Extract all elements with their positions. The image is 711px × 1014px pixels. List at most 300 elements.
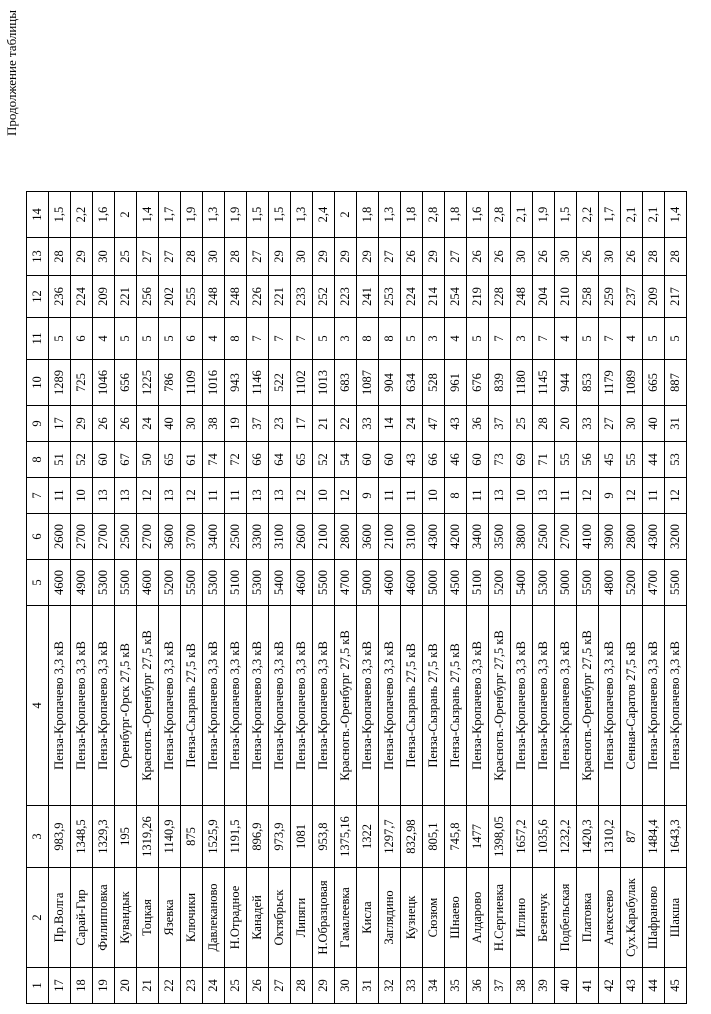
- table-cell: 255: [181, 276, 203, 318]
- table-cell: 1087: [357, 360, 379, 406]
- table-cell: 3800: [511, 514, 533, 560]
- table-cell: 1310,2: [599, 806, 621, 868]
- table-cell: Н.Образцовая: [313, 868, 335, 968]
- table-cell: 14: [379, 406, 401, 442]
- table-cell: Пр.Волга: [49, 868, 71, 968]
- table-cell: Пенза-Кропачево 3,3 кВ: [467, 606, 489, 806]
- table-cell: 1145: [533, 360, 555, 406]
- table-cell: 5: [467, 318, 489, 360]
- table-cell: 973,9: [269, 806, 291, 868]
- table-cell: Кузнецк: [401, 868, 423, 968]
- table-cell: 253: [379, 276, 401, 318]
- table-row: [71, 192, 93, 1004]
- table-cell: 2,8: [489, 192, 511, 238]
- table-cell: 11: [555, 478, 577, 514]
- table-cell: 1420,3: [577, 806, 599, 868]
- table-cell: 5: [159, 318, 181, 360]
- table-cell: 19: [225, 406, 247, 442]
- table-cell: 221: [269, 276, 291, 318]
- table-cell: 29: [71, 406, 93, 442]
- table-cell: 30: [291, 238, 313, 276]
- header-cell: 5: [27, 560, 49, 606]
- table-cell: 1179: [599, 360, 621, 406]
- table-cell: 258: [577, 276, 599, 318]
- table-cell: 20: [555, 406, 577, 442]
- table-row: [643, 192, 665, 1004]
- table-cell: 5500: [577, 560, 599, 606]
- table-cell: 1102: [291, 360, 313, 406]
- table-cell: 4: [555, 318, 577, 360]
- table-cell: 4700: [335, 560, 357, 606]
- table-cell: 214: [423, 276, 445, 318]
- table-row: [511, 192, 533, 1004]
- table-cell: 5000: [423, 560, 445, 606]
- table-cell: 24: [401, 406, 423, 442]
- table-cell: 30: [203, 238, 225, 276]
- table-cell: 1,5: [247, 192, 269, 238]
- table-cell: 1348,5: [71, 806, 93, 868]
- table-cell: 1146: [247, 360, 269, 406]
- table-cell: 26: [621, 238, 643, 276]
- table-cell: Пенза-Кропачево 3,3 кВ: [379, 606, 401, 806]
- table-cell: 1,9: [181, 192, 203, 238]
- table-cell: 5200: [159, 560, 181, 606]
- table-cell: 7: [489, 318, 511, 360]
- table-cell: 1,8: [401, 192, 423, 238]
- table-cell: 1,7: [159, 192, 181, 238]
- table-cell: Подбельская: [555, 868, 577, 968]
- table-cell: 1180: [511, 360, 533, 406]
- table-cell: 2,1: [621, 192, 643, 238]
- table-cell: 223: [335, 276, 357, 318]
- table-cell: 1,5: [269, 192, 291, 238]
- table-cell: 12: [137, 478, 159, 514]
- table-cell: 2700: [71, 514, 93, 560]
- table-row: [577, 192, 599, 1004]
- table-cell: 8: [445, 478, 467, 514]
- table-cell: 40: [643, 406, 665, 442]
- table-row: [467, 192, 489, 1004]
- table-cell: 195: [115, 806, 137, 868]
- table-cell: Сюзюм: [423, 868, 445, 968]
- table-cell: 5000: [555, 560, 577, 606]
- table-row: [93, 192, 115, 1004]
- table-cell: 2,1: [511, 192, 533, 238]
- table-cell: Ключики: [181, 868, 203, 968]
- table-cell: 54: [335, 442, 357, 478]
- table-cell: 25: [225, 968, 247, 1004]
- table-cell: 23: [181, 968, 203, 1004]
- table-cell: 1,3: [203, 192, 225, 238]
- table-cell: 25: [511, 406, 533, 442]
- table-cell: 30: [555, 238, 577, 276]
- table-cell: 31: [357, 968, 379, 1004]
- table-cell: 1,4: [137, 192, 159, 238]
- table-cell: 1,8: [357, 192, 379, 238]
- header-cell: 2: [27, 868, 49, 968]
- table-cell: 7: [533, 318, 555, 360]
- table-cell: 38: [203, 406, 225, 442]
- table-cell: 5100: [225, 560, 247, 606]
- table-cell: 236: [49, 276, 71, 318]
- table-cell: 30: [181, 406, 203, 442]
- table-cell: 29: [313, 968, 335, 1004]
- table-cell: 29: [423, 238, 445, 276]
- table-cell: 5: [137, 318, 159, 360]
- table-cell: 2,4: [313, 192, 335, 238]
- table-cell: 21: [137, 968, 159, 1004]
- table-body: [27, 192, 687, 1004]
- table-cell: 3600: [159, 514, 181, 560]
- table-cell: 73: [489, 442, 511, 478]
- table-cell: Канадей: [247, 868, 269, 968]
- table-cell: 896,9: [247, 806, 269, 868]
- table-cell: 30: [93, 238, 115, 276]
- header-cell: 7: [27, 478, 49, 514]
- table-cell: 209: [643, 276, 665, 318]
- table-row: [423, 192, 445, 1004]
- table-cell: 248: [511, 276, 533, 318]
- table-cell: 3100: [401, 514, 423, 560]
- table-cell: 67: [115, 442, 137, 478]
- table-cell: 944: [555, 360, 577, 406]
- table-cell: 217: [665, 276, 687, 318]
- table-cell: Пенза-Сызрань 27,5 кВ: [401, 606, 423, 806]
- table-cell: 3400: [203, 514, 225, 560]
- table-cell: 725: [71, 360, 93, 406]
- table-cell: 45: [599, 442, 621, 478]
- table-cell: Красногв.-Оренбург 27,5 кВ: [335, 606, 357, 806]
- table-cell: Шакша: [665, 868, 687, 968]
- table-cell: 41: [577, 968, 599, 1004]
- table-cell: Пенза-Кропачево 3,3 кВ: [313, 606, 335, 806]
- table-cell: 53: [665, 442, 687, 478]
- table-cell: 224: [71, 276, 93, 318]
- table-row: [203, 192, 225, 1004]
- table-cell: 26: [93, 406, 115, 442]
- table-row: [115, 192, 137, 1004]
- table-cell: 953,8: [313, 806, 335, 868]
- table-cell: 4600: [49, 560, 71, 606]
- table-cell: 33: [577, 406, 599, 442]
- table-cell: 4900: [71, 560, 93, 606]
- table-cell: 40: [555, 968, 577, 1004]
- table-cell: 3600: [357, 514, 379, 560]
- table-row: [445, 192, 467, 1004]
- table-cell: 252: [313, 276, 335, 318]
- table-cell: 26: [533, 238, 555, 276]
- table-cell: 3200: [665, 514, 687, 560]
- table-cell: 39: [533, 968, 555, 1004]
- table-cell: 26: [489, 238, 511, 276]
- table-cell: 7: [269, 318, 291, 360]
- header-cell: 14: [27, 192, 49, 238]
- table-cell: 30: [599, 238, 621, 276]
- table-cell: 29: [335, 238, 357, 276]
- table-cell: 29: [357, 238, 379, 276]
- table-cell: 853: [577, 360, 599, 406]
- table-cell: 61: [181, 442, 203, 478]
- table-cell: Пенза-Сызрань 27,5 кВ: [423, 606, 445, 806]
- table-cell: 786: [159, 360, 181, 406]
- table-cell: Пенза-Кропачево 3,3 кВ: [643, 606, 665, 806]
- table-cell: 10: [71, 478, 93, 514]
- table-cell: Сух.Карабулак: [621, 868, 643, 968]
- table-cell: Шнаево: [445, 868, 467, 968]
- table-cell: 6: [181, 318, 203, 360]
- table-cell: 34: [423, 968, 445, 1004]
- table-cell: 12: [665, 478, 687, 514]
- table-row: [599, 192, 621, 1004]
- header-cell: 6: [27, 514, 49, 560]
- table-cell: Заглядино: [379, 868, 401, 968]
- table-cell: 3: [511, 318, 533, 360]
- table-cell: 10: [423, 478, 445, 514]
- table-cell: 259: [599, 276, 621, 318]
- table-cell: 27: [445, 238, 467, 276]
- table-cell: 1,8: [445, 192, 467, 238]
- table-cell: 4300: [423, 514, 445, 560]
- table-cell: Платовка: [577, 868, 599, 968]
- table-cell: 11: [49, 478, 71, 514]
- table-cell: 33: [357, 406, 379, 442]
- table-cell: 1297,7: [379, 806, 401, 868]
- table-cell: 528: [423, 360, 445, 406]
- header-cell: 8: [27, 442, 49, 478]
- table-cell: 33: [401, 968, 423, 1004]
- table-cell: Н.Сергиевка: [489, 868, 511, 968]
- table-cell: 4: [93, 318, 115, 360]
- table-cell: 4300: [643, 514, 665, 560]
- table-cell: Тоцкая: [137, 868, 159, 968]
- table-cell: 46: [445, 442, 467, 478]
- table-cell: 4: [621, 318, 643, 360]
- table-cell: Пенза-Кропачево 3,3 кВ: [71, 606, 93, 806]
- table-cell: 26: [247, 968, 269, 1004]
- table-cell: 8: [379, 318, 401, 360]
- table-cell: 30: [335, 968, 357, 1004]
- table-cell: 5: [577, 318, 599, 360]
- table-cell: 60: [93, 442, 115, 478]
- table-cell: 5: [401, 318, 423, 360]
- header-cell: 12: [27, 276, 49, 318]
- table-cell: Октябрьск: [269, 868, 291, 968]
- table-cell: 6: [71, 318, 93, 360]
- table-cell: 219: [467, 276, 489, 318]
- table-cell: 69: [511, 442, 533, 478]
- table-cell: Оренбург-Орск 27,5 кВ: [115, 606, 137, 806]
- table-cell: Иглино: [511, 868, 533, 968]
- table-cell: 2,1: [643, 192, 665, 238]
- table-cell: Сенная-Саратов 27,5 кВ: [621, 606, 643, 806]
- table-cell: 522: [269, 360, 291, 406]
- table-row: [225, 192, 247, 1004]
- table-cell: 256: [137, 276, 159, 318]
- table-cell: 29: [269, 238, 291, 276]
- table-row: [665, 192, 687, 1004]
- table-cell: 1484,4: [643, 806, 665, 868]
- table-cell: 5: [49, 318, 71, 360]
- table-cell: 676: [467, 360, 489, 406]
- table-cell: 43: [401, 442, 423, 478]
- table-cell: Пенза-Кропачево 3,3 кВ: [269, 606, 291, 806]
- table-cell: 20: [115, 968, 137, 1004]
- table-cell: 1657,2: [511, 806, 533, 868]
- table-cell: 2500: [533, 514, 555, 560]
- table-cell: 887: [665, 360, 687, 406]
- table-cell: 5500: [181, 560, 203, 606]
- table-cell: 248: [225, 276, 247, 318]
- table-cell: 42: [599, 968, 621, 1004]
- header-cell: 1: [27, 968, 49, 1004]
- table-cell: 5500: [313, 560, 335, 606]
- table-cell: Красногв.-Оренбург 27,5 кВ: [489, 606, 511, 806]
- table-cell: 2500: [225, 514, 247, 560]
- table-cell: 5000: [357, 560, 379, 606]
- table-cell: 3900: [599, 514, 621, 560]
- table-cell: 7: [247, 318, 269, 360]
- table-row: [269, 192, 291, 1004]
- table-cell: 40: [159, 406, 181, 442]
- table-cell: 5400: [511, 560, 533, 606]
- table-cell: 210: [555, 276, 577, 318]
- table-cell: 1016: [203, 360, 225, 406]
- table-cell: 202: [159, 276, 181, 318]
- table-cell: 56: [577, 442, 599, 478]
- table-cell: Пенза-Сызрань 27,5 кВ: [181, 606, 203, 806]
- table-cell: 2: [115, 192, 137, 238]
- table-cell: 31: [665, 406, 687, 442]
- table-cell: 5500: [665, 560, 687, 606]
- table-cell: 27: [379, 238, 401, 276]
- table-cell: 2700: [137, 514, 159, 560]
- table-cell: 66: [247, 442, 269, 478]
- table-cell: Алдарово: [467, 868, 489, 968]
- table-cell: 1477: [467, 806, 489, 868]
- table-cell: 745,8: [445, 806, 467, 868]
- table-cell: 5200: [621, 560, 643, 606]
- table-cell: 47: [423, 406, 445, 442]
- data-table: [26, 191, 687, 1004]
- table-cell: 23: [269, 406, 291, 442]
- table-cell: Гамалеевка: [335, 868, 357, 968]
- table-cell: 13: [115, 478, 137, 514]
- table-cell: 1140,9: [159, 806, 181, 868]
- table-cell: 26: [467, 238, 489, 276]
- table-row: [291, 192, 313, 1004]
- header-cell: 10: [27, 360, 49, 406]
- table-cell: 28: [181, 238, 203, 276]
- table-cell: 12: [577, 478, 599, 514]
- table-cell: Пенза-Сызрань 27,5 кВ: [445, 606, 467, 806]
- table-cell: Пенза-Кропачево 3,3 кВ: [511, 606, 533, 806]
- table-cell: 2,2: [71, 192, 93, 238]
- table-cell: 11: [467, 478, 489, 514]
- table-cell: Н.Отрадное: [225, 868, 247, 968]
- table-cell: 1,4: [665, 192, 687, 238]
- table-cell: 839: [489, 360, 511, 406]
- table-cell: 87: [621, 806, 643, 868]
- table-cell: 32: [379, 968, 401, 1004]
- table-cell: 1,6: [93, 192, 115, 238]
- table-cell: Пенза-Кропачево 3,3 кВ: [247, 606, 269, 806]
- table-cell: 237: [621, 276, 643, 318]
- table-cell: 4600: [137, 560, 159, 606]
- table-cell: 11: [401, 478, 423, 514]
- table-row: [379, 192, 401, 1004]
- table-cell: 4100: [577, 514, 599, 560]
- table-cell: 904: [379, 360, 401, 406]
- table-cell: 2600: [49, 514, 71, 560]
- table-cell: 5500: [115, 560, 137, 606]
- table-cell: 66: [423, 442, 445, 478]
- table-cell: Пенза-Кропачево 3,3 кВ: [357, 606, 379, 806]
- table-cell: 2700: [555, 514, 577, 560]
- table-cell: 4600: [291, 560, 313, 606]
- table-cell: 832,98: [401, 806, 423, 868]
- table-cell: 3: [335, 318, 357, 360]
- table-cell: 228: [489, 276, 511, 318]
- table-cell: 1,7: [599, 192, 621, 238]
- table-cell: 683: [335, 360, 357, 406]
- table-cell: 656: [115, 360, 137, 406]
- table-cell: 30: [511, 238, 533, 276]
- table-cell: 1322: [357, 806, 379, 868]
- table-cell: Пенза-Кропачево 3,3 кВ: [555, 606, 577, 806]
- table-cell: 51: [49, 442, 71, 478]
- table-cell: 983,9: [49, 806, 71, 868]
- table-cell: 64: [269, 442, 291, 478]
- table-cell: 1,9: [225, 192, 247, 238]
- table-row: [357, 192, 379, 1004]
- table-cell: 13: [93, 478, 115, 514]
- table-cell: Пенза-Кропачево 3,3 кВ: [49, 606, 71, 806]
- table-cell: 18: [71, 968, 93, 1004]
- table-cell: 28: [665, 238, 687, 276]
- table-row: [181, 192, 203, 1004]
- table-cell: 1232,2: [555, 806, 577, 868]
- table-cell: Пенза-Кропачево 3,3 кВ: [225, 606, 247, 806]
- table-cell: 11: [379, 478, 401, 514]
- table-cell: 1109: [181, 360, 203, 406]
- table-cell: 1319,26: [137, 806, 159, 868]
- table-cell: 28: [533, 406, 555, 442]
- table-cell: 1,3: [291, 192, 313, 238]
- table-cell: 5400: [269, 560, 291, 606]
- table-cell: 1035,6: [533, 806, 555, 868]
- table-cell: 1398,05: [489, 806, 511, 868]
- table-cell: Пенза-Кропачево 3,3 кВ: [203, 606, 225, 806]
- table-cell: 2,2: [577, 192, 599, 238]
- table-cell: 204: [533, 276, 555, 318]
- table-row: [137, 192, 159, 1004]
- table-cell: 5: [115, 318, 137, 360]
- table-cell: 13: [269, 478, 291, 514]
- table-cell: 2800: [335, 514, 357, 560]
- table-cell: 5100: [467, 560, 489, 606]
- table-cell: 1013: [313, 360, 335, 406]
- table-cell: 28: [49, 238, 71, 276]
- table-cell: 21: [313, 406, 335, 442]
- table-cell: 11: [203, 478, 225, 514]
- table-cell: Алексеево: [599, 868, 621, 968]
- table-cell: 71: [533, 442, 555, 478]
- table-cell: 8: [225, 318, 247, 360]
- table-cell: 60: [379, 442, 401, 478]
- table-cell: 17: [49, 406, 71, 442]
- table-cell: 241: [357, 276, 379, 318]
- table-cell: 1191,5: [225, 806, 247, 868]
